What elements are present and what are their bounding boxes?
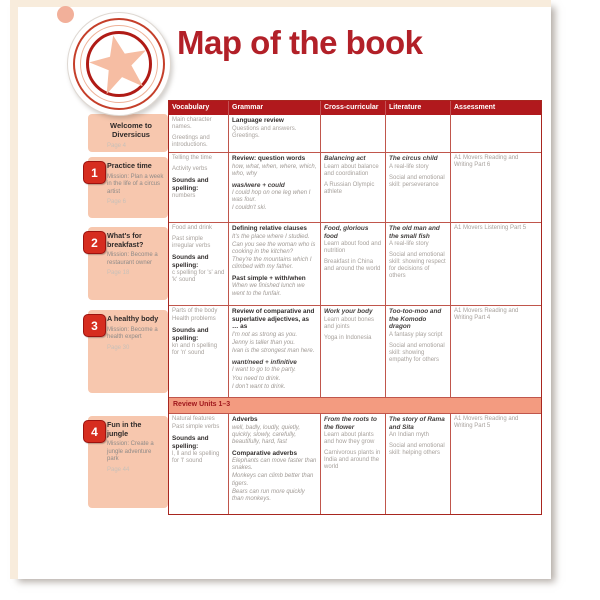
text-segment: A real-life story (389, 163, 429, 170)
text-segment: Language review (232, 117, 284, 124)
text-segment: I want to go to the party. (232, 367, 296, 374)
text-segment: I could hop on one leg when I was four. (232, 190, 311, 204)
text-segment: Social and emotional skill: helping others (389, 443, 445, 457)
text-segment: Adverbs (232, 416, 258, 423)
cell-vocabulary (169, 223, 229, 306)
text-segment: They're the mountains which I climbed with my father. (232, 256, 312, 270)
table-row (169, 223, 541, 306)
unit-page-number: Page 44 (107, 466, 130, 473)
unit-page-number: Page 4 (107, 143, 127, 149)
text-segment: Jenny is taller than you. (232, 339, 296, 346)
text-segment: Questions and answers. Greetings. (232, 125, 297, 139)
text-segment: It's the place where I studied. (232, 233, 310, 240)
column-header-grammar: Grammar (229, 101, 321, 115)
unit-title: Welcome to Diversicus (110, 121, 152, 139)
cell-vocabulary (169, 414, 229, 514)
cell-vocabulary (169, 115, 229, 153)
cell-literature (386, 414, 451, 514)
table-row (169, 115, 541, 153)
text-segment: Work your body (324, 308, 373, 315)
table-row (169, 306, 541, 398)
text-segment: A1 Movers Reading and Writing Part 5 (454, 416, 519, 430)
star-logo (57, 6, 177, 120)
cell-literature (386, 115, 451, 153)
logo-disc (67, 12, 171, 116)
cell-literature (386, 306, 451, 398)
text-segment: Main character names. (172, 117, 212, 131)
column-header-assessment: Assessment (451, 101, 541, 115)
unit-mission: Mission: Become a restaurant owner (107, 252, 158, 266)
cell-grammar (229, 153, 321, 223)
text-segment: The story of Rama and Sita (389, 416, 445, 431)
text-segment: I'm not as strong as you. (232, 331, 298, 338)
unit-title: Practice time (107, 161, 152, 170)
text-segment: Activity verbs (172, 166, 208, 173)
table-row (169, 414, 541, 514)
cell-literature (386, 153, 451, 223)
unit-title: A healthy body (107, 314, 159, 323)
cell-cross-curricular (321, 414, 386, 514)
text-segment: Ivan is the strongest man here. (232, 347, 315, 354)
unit-mission: Mission: Create a jungle adventure park (107, 441, 154, 463)
cell-cross-curricular (321, 115, 386, 153)
unit-page-number: Page 6 (107, 199, 127, 206)
cell-grammar (229, 414, 321, 514)
text-segment: Past simple irregular verbs (172, 236, 211, 250)
unit-block-2 (88, 227, 168, 300)
unit-block-3 (88, 310, 168, 393)
cell-cross-curricular (321, 306, 386, 398)
text-segment: A1 Movers Reading and Writing Part 6 (454, 155, 519, 169)
table-row (169, 153, 541, 223)
unit-number-badge: 3 (83, 314, 106, 337)
text-segment: Comparative adverbs (232, 449, 297, 457)
cell-grammar (229, 306, 321, 398)
text-segment: l, ll and le spelling for 'l' sound (172, 451, 220, 465)
review-band-label: Review Units 1–3 (173, 401, 231, 408)
text-segment: You need to drink. (232, 375, 281, 382)
text-segment: Social and emotional skill: showing empathy for others (389, 342, 445, 363)
unit-number-badge: 2 (83, 231, 106, 254)
text-segment: Review: question words (232, 155, 306, 162)
text-segment: Breakfast in China and around the world (324, 259, 381, 273)
text-segment: The old man and the small fish (389, 225, 440, 240)
text-segment: Learn about food and nutrition (324, 241, 382, 255)
review-band (169, 398, 541, 414)
text-segment: A1 Movers Reading and Writing Part 4 (454, 308, 519, 322)
text-segment: Defining relative clauses (232, 225, 307, 232)
column-header-literature: Literature (386, 101, 451, 115)
text-segment: Review of comparative and superlative adjectives, as … as (232, 308, 315, 331)
text-segment: Elephants can move faster than snakes. (232, 458, 317, 472)
table-header-row (169, 101, 541, 115)
text-segment: Can you see the woman who is cooking in the kitchen? (232, 241, 316, 255)
text-segment: Sounds and spelling: (172, 254, 209, 269)
text-segment: I don't want to drink. (232, 383, 286, 390)
text-segment: Learn about balance and coordination (324, 163, 379, 177)
text-segment: kn and n spelling for 'n' sound (172, 343, 218, 357)
text-segment: Social and emotional skill: showing respect for decisions of others (389, 252, 446, 280)
text-segment: Past simple + with/when (232, 274, 306, 282)
text-segment: well, badly, loudly, quietly, quickly, slowly, carefully, beautifully, hard, fast (232, 424, 301, 445)
cell-grammar (229, 223, 321, 306)
text-segment: Bears can run more quickly than monkeys. (232, 488, 305, 502)
text-segment: Greetings and introductions. (172, 135, 210, 149)
text-segment: was/were + could (232, 181, 285, 189)
text-segment: The circus child (389, 155, 438, 162)
cell-assessment (451, 223, 541, 306)
text-segment: Carnivorous plants in India and around the world (324, 450, 381, 471)
text-segment: Monkeys can climb better than tigers. (232, 473, 314, 487)
text-segment: Food, glorious food (324, 225, 369, 240)
text-segment: Yoga in Indonesia (324, 334, 372, 341)
cell-cross-curricular (321, 153, 386, 223)
text-segment: c spelling for 's' and 'k' sound (172, 270, 225, 284)
text-segment: When we finished lunch we went to the funfair. (232, 283, 305, 297)
cell-assessment (451, 306, 541, 398)
text-segment: From the roots to the flower (324, 416, 377, 431)
cell-assessment (451, 414, 541, 514)
unit-mission: Mission: Plan a week in the life of a circus artist (107, 173, 164, 195)
cell-vocabulary (169, 306, 229, 398)
cell-grammar (229, 115, 321, 153)
text-segment: Sounds and spelling: (172, 327, 209, 342)
text-segment: A Russian Olympic athlete (324, 181, 375, 195)
unit-number-badge: 1 (83, 161, 106, 184)
text-segment: An Indian myth (389, 432, 430, 439)
text-segment: how, what, when, where, which, who, why (232, 163, 317, 177)
column-header-vocabulary: Vocabulary (169, 101, 229, 115)
text-segment: Learn about bones and joints (324, 316, 375, 330)
text-segment: Sounds and spelling: (172, 177, 209, 192)
cell-vocabulary (169, 153, 229, 223)
text-segment: I couldn't ski. (232, 205, 267, 212)
text-segment: Balancing act (324, 155, 366, 162)
unit-block-4 (88, 416, 168, 508)
text-segment: Too-too-moo and the Komodo dragon (389, 308, 442, 331)
text-segment: Sounds and spelling: (172, 435, 209, 450)
text-segment: Social and emotional skill: perseverance (389, 174, 445, 188)
cell-assessment (451, 115, 541, 153)
logo-dot-large (57, 6, 74, 23)
text-segment: A fantasy play script (389, 331, 443, 338)
text-segment: Learn about plants and how they grow (324, 432, 375, 446)
map-of-book-table (168, 100, 542, 515)
text-segment: Past simple verbs (172, 424, 220, 431)
text-segment: Food and drink (172, 225, 213, 231)
unit-number-badge: 4 (83, 420, 106, 443)
unit-page-number: Page 18 (107, 270, 130, 277)
unit-block-1 (88, 157, 168, 218)
text-segment: A1 Movers Listening Part 5 (454, 225, 527, 231)
unit-title: Fun in the jungle (107, 420, 142, 438)
cell-literature (386, 223, 451, 306)
column-header-cross-curricular: Cross-curricular (321, 101, 386, 115)
unit-title: What's for breakfast? (107, 231, 144, 249)
unit-page-number: Page 30 (107, 344, 130, 351)
page-title: Map of the book (177, 24, 423, 61)
unit-mission: Mission: Become a health expert (107, 326, 158, 341)
text-segment: A real-life story (389, 241, 429, 248)
text-segment: Natural features (172, 416, 215, 422)
text-segment: numbers (172, 193, 196, 200)
text-segment: Telling the time (172, 155, 213, 161)
cell-cross-curricular (321, 223, 386, 306)
text-segment: Parts of the body (172, 308, 218, 314)
text-segment: want/need + infinitive (232, 358, 297, 366)
text-segment: Health problems (172, 316, 216, 323)
cell-assessment (451, 153, 541, 223)
